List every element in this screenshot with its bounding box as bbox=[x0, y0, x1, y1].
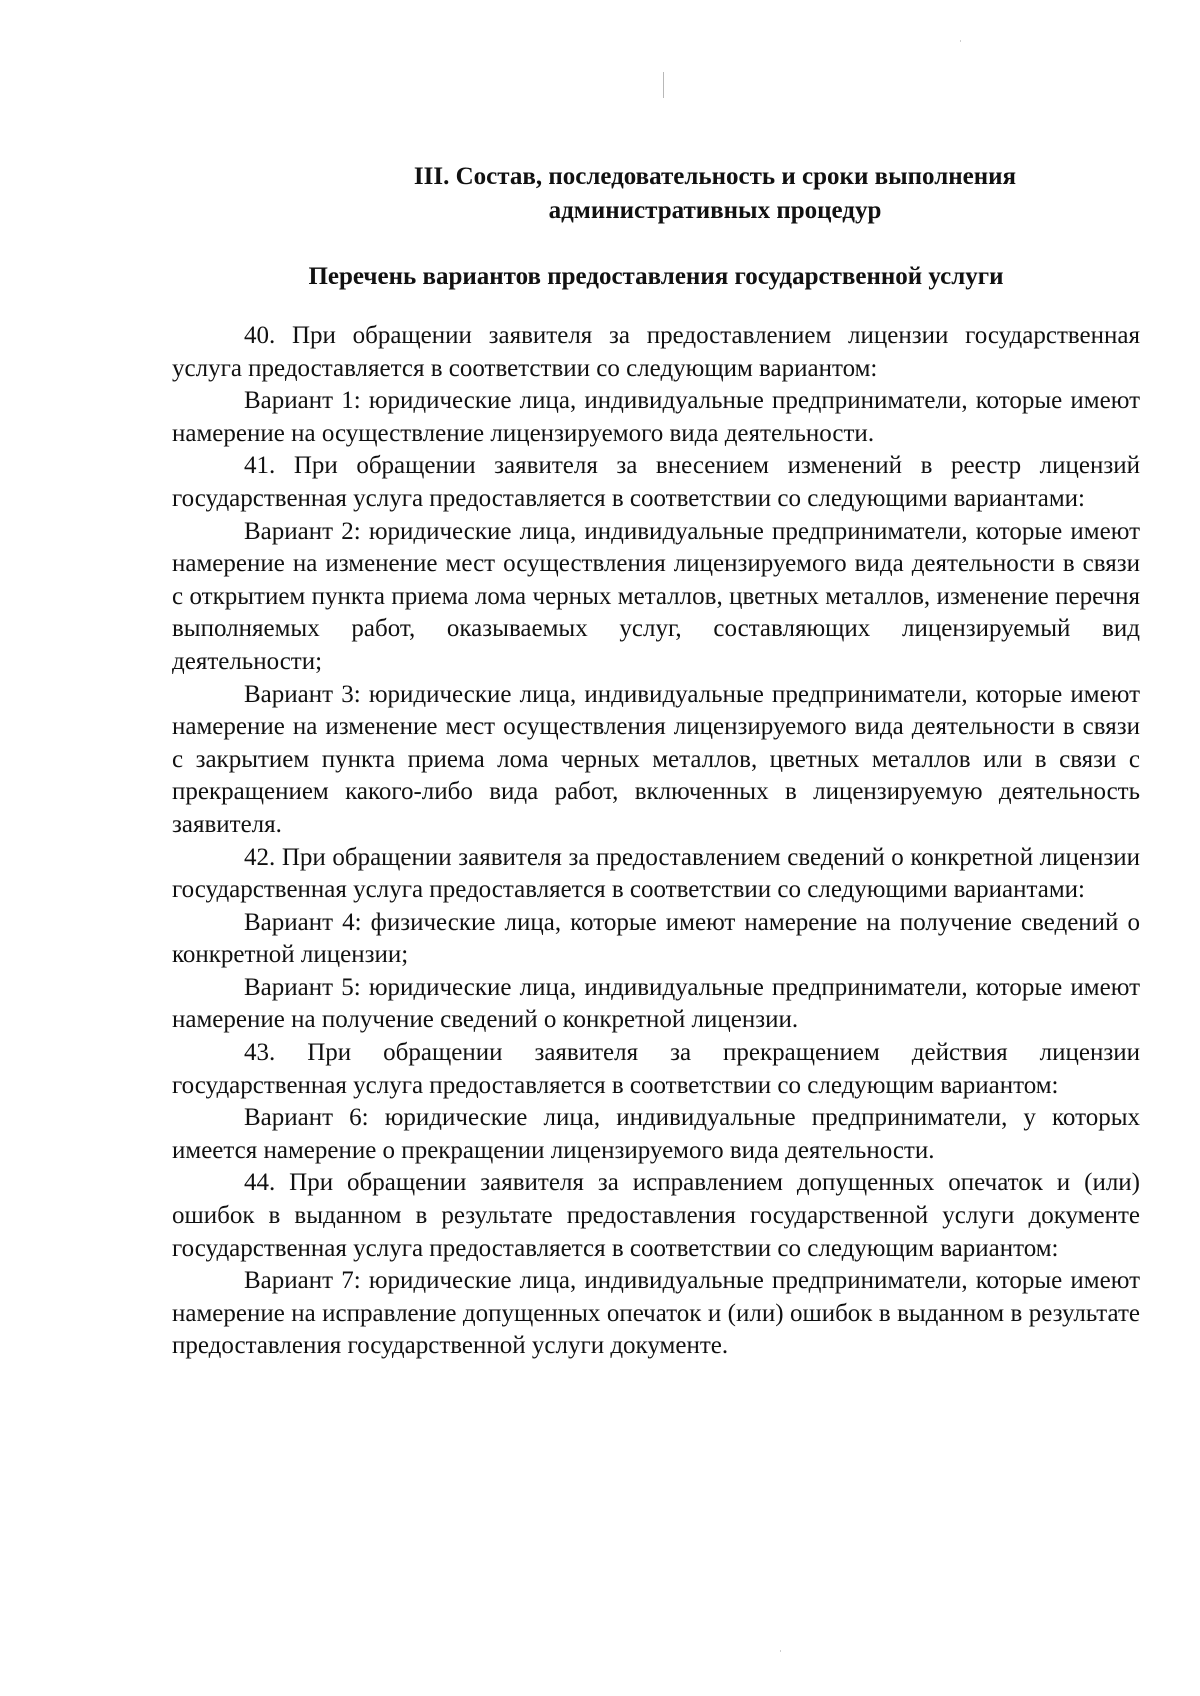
section-heading bbox=[290, 160, 1140, 228]
section-heading-line-1: III. Состав, последовательность и сроки выполнения bbox=[413, 163, 1017, 190]
paragraph-variant-6: Вариант 6: юридические лица, индивидуальные предприниматели, у которых имеется намерение о прекращении лицензируемого вида деятельности. bbox=[172, 1104, 1140, 1164]
paragraph-41: 41. При обращении заявителя за внесением изменений в реестр лицензий государственная услуга предоставляется в соответствии со следующими вариантами: bbox=[172, 452, 1140, 512]
paragraph-variant-5: Вариант 5: юридические лица, индивидуальные предприниматели, которые имеют намерение на получение сведений о конкретной лицензии. bbox=[172, 973, 1140, 1034]
section-heading-line-2: административных процедур bbox=[548, 197, 882, 224]
scan-artifact-mark bbox=[780, 1650, 781, 1652]
paragraph-40: 40. При обращении заявителя за предоставлением лицензии государственная услуга предоставляется в соответствии со следующим вариантом: bbox=[172, 322, 1140, 382]
paragraph-42: 42. При обращении заявителя за предоставлением сведений о конкретной лицензии государственная услуга предоставляется в соответствии со следующими вариантами: bbox=[172, 843, 1140, 904]
paragraph-variant-4: Вариант 4: физические лица, которые имеют намерение на получение сведений о конкретной лицензии; bbox=[172, 908, 1140, 969]
paragraph-43: 43. При обращении заявителя за прекращением действия лицензии государственная услуга предоставляется в соответствии со следующим вариантом: bbox=[172, 1039, 1140, 1099]
subsection-heading: Перечень вариантов предоставления государственной услуги bbox=[308, 263, 1004, 290]
paragraph-variant-2: Вариант 2: юридические лица, индивидуальные предприниматели, которые имеют намерение на изменение мест осуществления лицензируемого вида деятельности в связи с открытием пункта приема лома черных металлов, цветных металлов, изменение перечня выполняемых работ, оказываемых услуг, составляющих лицензируемый вид деятельности; bbox=[172, 517, 1140, 675]
paragraph-44: 44. При обращении заявителя за исправлением допущенных опечаток и (или) ошибок в выданном в результате предоставления государственной услуги документе государственная услуга предоставляется в соответствии со следующим вариантом: bbox=[172, 1169, 1140, 1262]
document-body bbox=[172, 320, 1140, 1363]
scan-artifact-mark bbox=[960, 40, 961, 42]
scan-artifact-mark bbox=[663, 72, 664, 98]
paragraph-variant-1: Вариант 1: юридические лица, индивидуальные предприниматели, которые имеют намерение на осуществление лицензируемого вида деятельности. bbox=[172, 387, 1140, 447]
paragraph-variant-3: Вариант 3: юридические лица, индивидуальные предприниматели, которые имеют намерение на изменение мест осуществления лицензируемого вида деятельности в связи с закрытием пункта приема лома черных металлов, цветных металлов или в связи с прекращением какого-либо вида работ, включенных в лицензируемую деятельность заявителя. bbox=[172, 680, 1140, 838]
paragraph-variant-7: Вариант 7: юридические лица, индивидуальные предприниматели, которые имеют намерение на исправление допущенных опечаток и (или) ошибок в выданном в результате предоставления государственной услуги документе. bbox=[172, 1267, 1140, 1360]
